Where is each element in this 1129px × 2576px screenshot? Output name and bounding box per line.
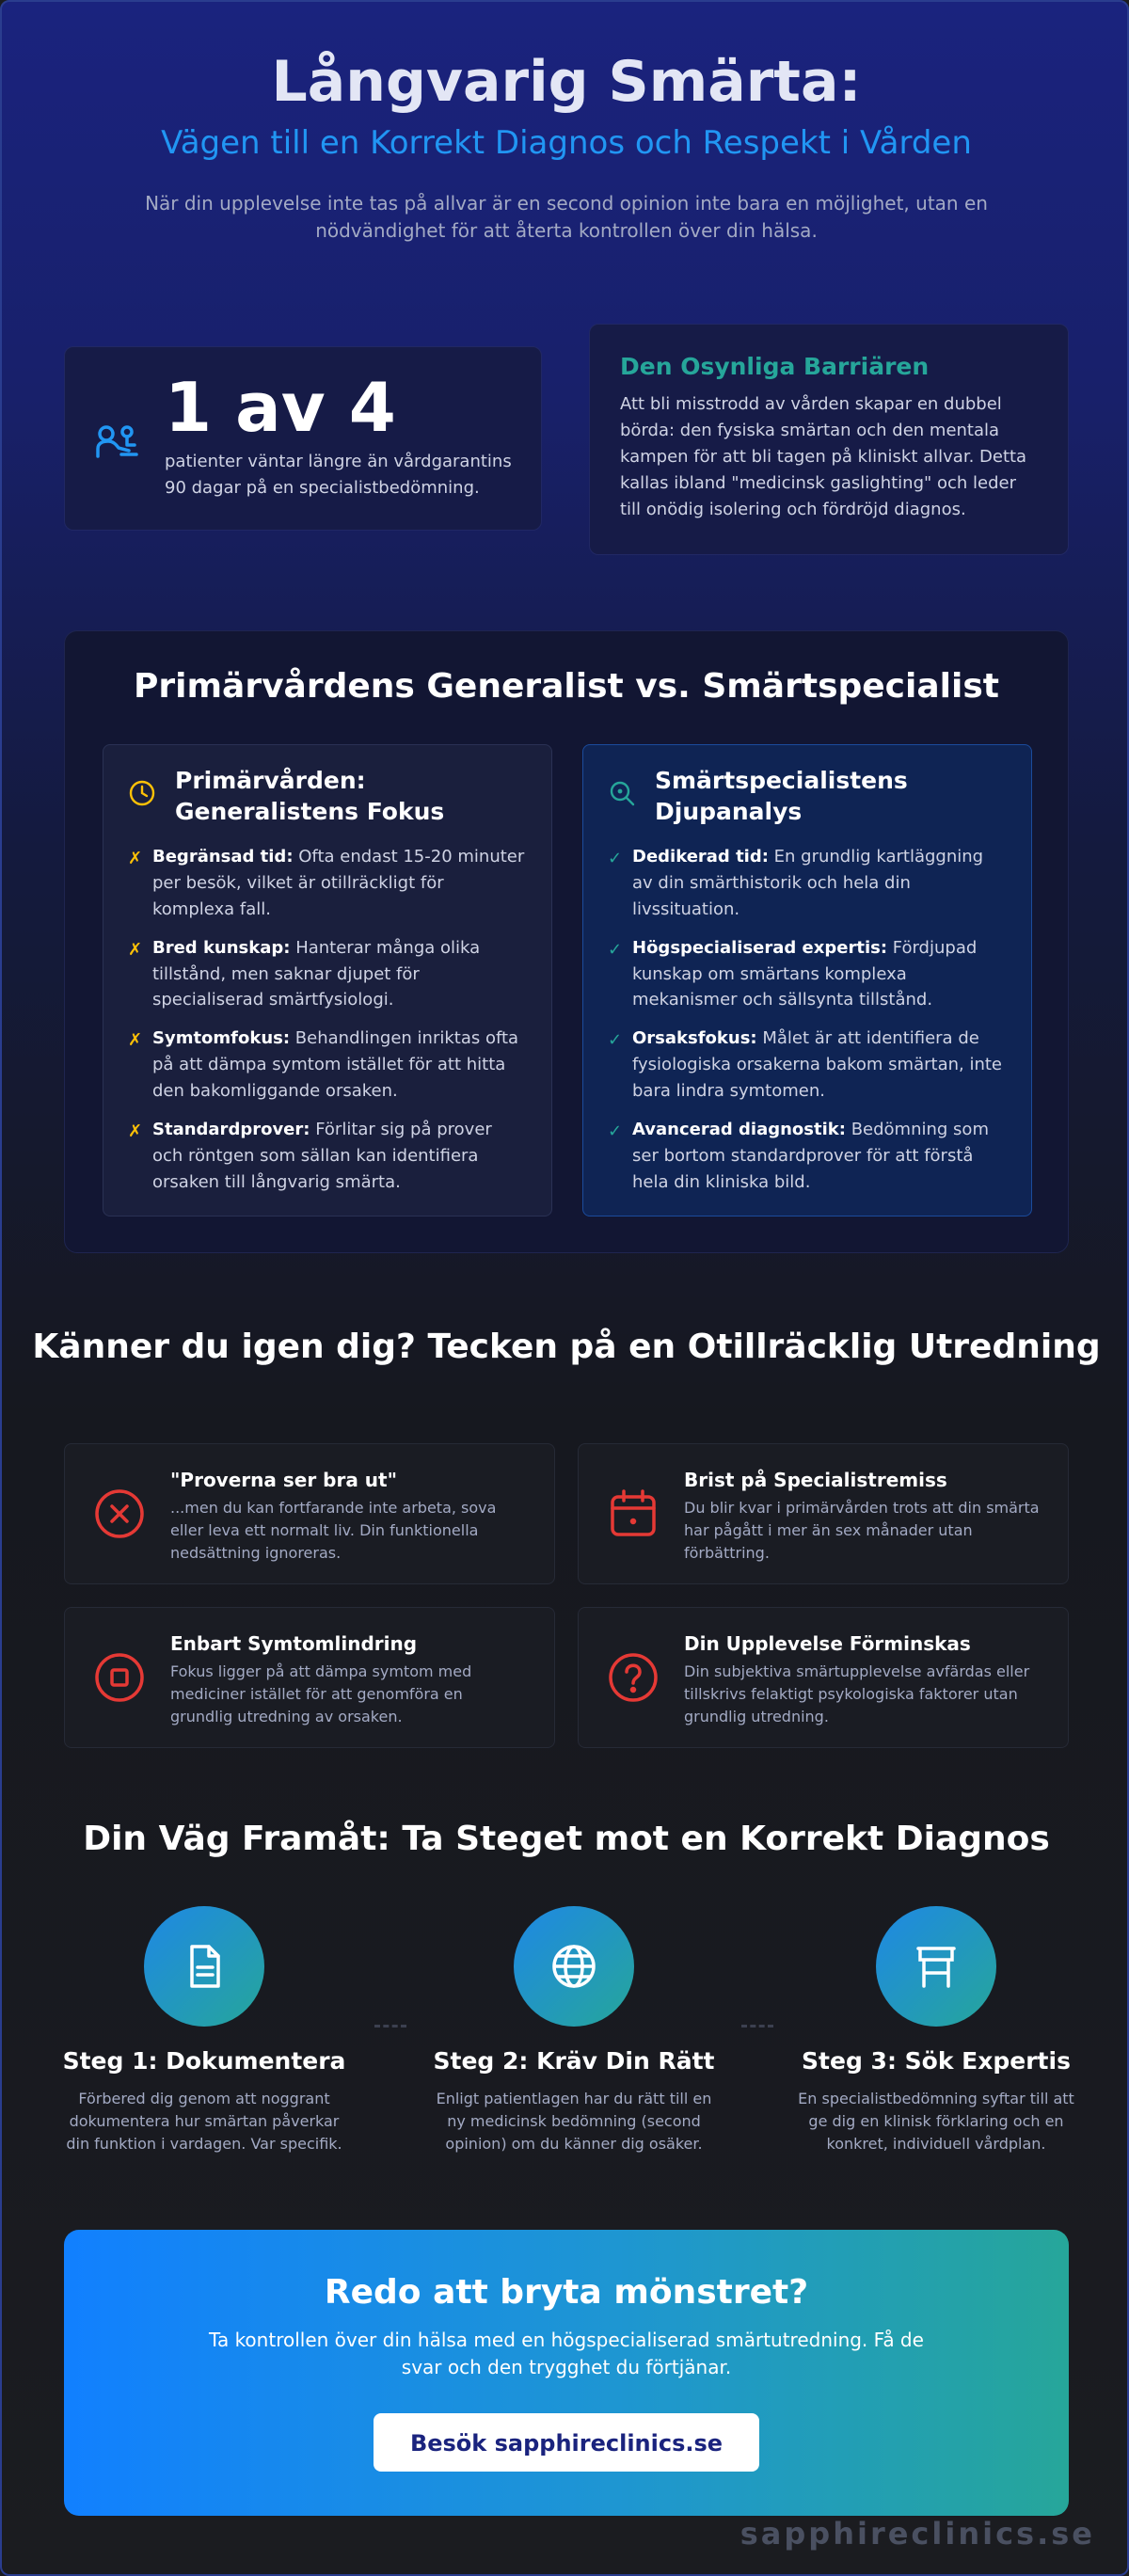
sign-card <box>578 1443 1069 1584</box>
step-card <box>423 1906 724 2155</box>
step-card <box>54 1906 355 2155</box>
sign-text: Du blir kvar i primärvården trots att din smärta har pågått i mer än sex månader utan förbättring. <box>684 1499 1040 1562</box>
list-item <box>608 935 1007 1014</box>
x-mark-icon: ✗ <box>128 849 143 868</box>
header <box>2 51 1129 245</box>
item-text: Målet är att identifiera de fysiologiska orsakerna bakom smärtan, inte bara lindra symtomen. <box>632 1028 1002 1102</box>
visit-website-button[interactable]: Besök sapphireclinics.se <box>374 2413 759 2472</box>
list-item <box>608 1117 1007 1196</box>
sign-card <box>64 1607 555 1748</box>
generalist-list <box>128 844 527 1196</box>
calendar-icon <box>605 1486 661 1542</box>
item-label: Begränsad tid: <box>152 847 294 867</box>
page-subtitle: Vägen till en Korrekt Diagnos och Respekt i Vården <box>161 124 972 162</box>
specialist-title: Smärtspecialistens Djupanalys <box>655 767 908 825</box>
cta-text: Ta kontrollen över din hälsa med en högspecialiserad smärtutredning. Få de svar och den trygghet du förtjänar. <box>209 2329 924 2378</box>
item-text: Hanterar många olika tillstånd, men saknar djupet för specialiserad smärtfysiologi. <box>152 937 481 1010</box>
step-text: Förbered dig genom att noggrant dokumentera hur smärtan påverkar din funktion i vardagen. Var specifik. <box>66 2090 342 2153</box>
step-title: Steg 1: Dokumentera <box>62 2047 346 2075</box>
item-label: Bred kunskap: <box>152 937 291 958</box>
list-item <box>128 1117 527 1196</box>
brand-watermark: sapphireclinics.se <box>739 2516 1095 2552</box>
barrier-card <box>589 324 1069 555</box>
x-mark-icon: ✗ <box>128 1030 143 1051</box>
cta-banner <box>64 2230 1069 2516</box>
step-card <box>786 1906 1087 2155</box>
x-mark-icon: ✗ <box>128 939 143 960</box>
list-item <box>128 844 527 923</box>
step-title: Steg 2: Kräv Din Rätt <box>433 2047 715 2075</box>
comparison-section <box>64 630 1069 1253</box>
comparison-title: Primärvårdens Generalist vs. Smärtspecialist <box>134 667 999 706</box>
step-text: En specialistbedömning syftar till att ge dig en klinisk förklaring och en konkret, individuell vårdplan. <box>798 2090 1074 2153</box>
intro-text: När din upplevelse inte tas på allvar är en second opinion inte bara en möjlighet, utan en nödvändighet för att återta kontrollen över din hälsa. <box>145 192 988 242</box>
item-label: Standardprover: <box>152 1120 310 1140</box>
generalist-title: Primärvården: Generalistens Fokus <box>175 767 445 825</box>
sign-text: Din subjektiva smärtupplevelse avfärdas eller tillskrivs felaktigt psykologiska faktorer utan grundlig utredning. <box>684 1662 1030 1725</box>
sign-title: Enbart Symtomlindring <box>170 1632 418 1655</box>
step-text: Enligt patientlagen har du rätt till en ny medicinsk bedömning (second opinion) om du känner dig osäker. <box>436 2090 712 2153</box>
circle-square-icon <box>91 1649 148 1706</box>
step-connector <box>374 2025 406 2027</box>
list-item <box>128 935 527 1014</box>
specialist-column <box>582 744 1032 1216</box>
specialist-list <box>608 844 1007 1196</box>
stat-number: 1 av 4 <box>165 368 396 447</box>
x-mark-icon: ✗ <box>128 1121 143 1142</box>
sign-text: ...men du kan fortfarande inte arbeta, sova eller leva ett normalt liv. Din funktionella nedsättning ignoreras. <box>170 1499 497 1562</box>
check-mark-icon: ✓ <box>608 1121 623 1142</box>
step-connector <box>741 2025 773 2027</box>
barrier-text: Att bli misstrodd av vården skapar en dubbel börda: den fysiska smärtan och den mentala kampen för att bli tagen på kliniskt allvar. Detta kallas ibland "medicinsk gaslighting" och leder till onödig isolering och fördröjd diagnos. <box>620 394 1027 519</box>
page-title: Långvarig Smärta: <box>271 49 862 115</box>
list-item <box>608 1026 1007 1105</box>
item-text: Behandlingen inriktas ofta på att dämpa symtom istället för att hitta den bakomliggande orsaken. <box>152 1028 519 1102</box>
generalist-column <box>103 744 552 1216</box>
sign-title: "Proverna ser bra ut" <box>170 1469 397 1491</box>
cta-title: Redo att bryta mönstret? <box>324 2273 809 2312</box>
generalist-header <box>128 766 527 827</box>
item-label: Symtomfokus: <box>152 1028 291 1049</box>
item-label: Avancerad diagnostik: <box>632 1120 846 1140</box>
item-label: Dedikerad tid: <box>632 847 769 867</box>
item-text: Ofta endast 15-20 minuter per besök, vilket är otillräckligt för komplexa fall. <box>152 847 525 919</box>
globe-icon <box>549 1941 599 1992</box>
document-icon <box>179 1941 230 1992</box>
clock-icon <box>128 779 156 807</box>
item-label: Orsaksfokus: <box>632 1028 757 1049</box>
step-circle <box>876 1906 996 2027</box>
stat-text: patienter väntar längre än vårdgarantins 90 dagar på en specialistbedömning. <box>165 452 512 498</box>
check-mark-icon: ✓ <box>608 939 623 960</box>
sign-card <box>64 1443 555 1584</box>
item-text: Bedömning som ser bortom standardprover för att förstå hela din kliniska bild. <box>632 1120 989 1192</box>
item-label: Högspecialiserad expertis: <box>632 937 888 958</box>
sign-text: Fokus ligger på att dämpa symtom med mediciner istället för att genomföra en grundlig utredning av orsaken. <box>170 1662 472 1725</box>
step-title: Steg 3: Sök Expertis <box>802 2047 1071 2075</box>
easel-icon <box>911 1941 962 1992</box>
circle-question-icon <box>605 1649 661 1706</box>
circle-x-icon <box>91 1486 148 1542</box>
list-item <box>128 1026 527 1105</box>
sign-card <box>578 1607 1069 1748</box>
signs-title: Känner du igen dig? Tecken på en Otillräcklig Utredning <box>32 1328 1101 1366</box>
item-text: Fördjupad kunskap om smärtans komplexa mekanismer och sällsynta tillstånd. <box>632 937 978 1010</box>
specialist-header <box>608 766 1007 827</box>
person-waiting-icon <box>93 417 142 466</box>
sign-title: Din Upplevelse Förminskas <box>684 1632 971 1655</box>
item-text: Förlitar sig på prover och röntgen som sällan kan identifiera orsaken till långvarig smärta. <box>152 1120 492 1192</box>
magnifier-icon <box>608 779 636 807</box>
step-circle <box>514 1906 634 2027</box>
sign-title: Brist på Specialistremiss <box>684 1469 947 1491</box>
list-item <box>608 844 1007 923</box>
check-mark-icon: ✓ <box>608 1030 623 1051</box>
barrier-title: Den Osynliga Barriären <box>620 353 930 380</box>
check-mark-icon: ✓ <box>608 849 623 868</box>
step-circle <box>144 1906 264 2027</box>
item-text: En grundlig kartläggning av din smärthistorik och hela din livssituation. <box>632 847 984 919</box>
stat-card <box>64 346 542 531</box>
path-title: Din Väg Framåt: Ta Steget mot en Korrekt Diagnos <box>83 1820 1050 1858</box>
